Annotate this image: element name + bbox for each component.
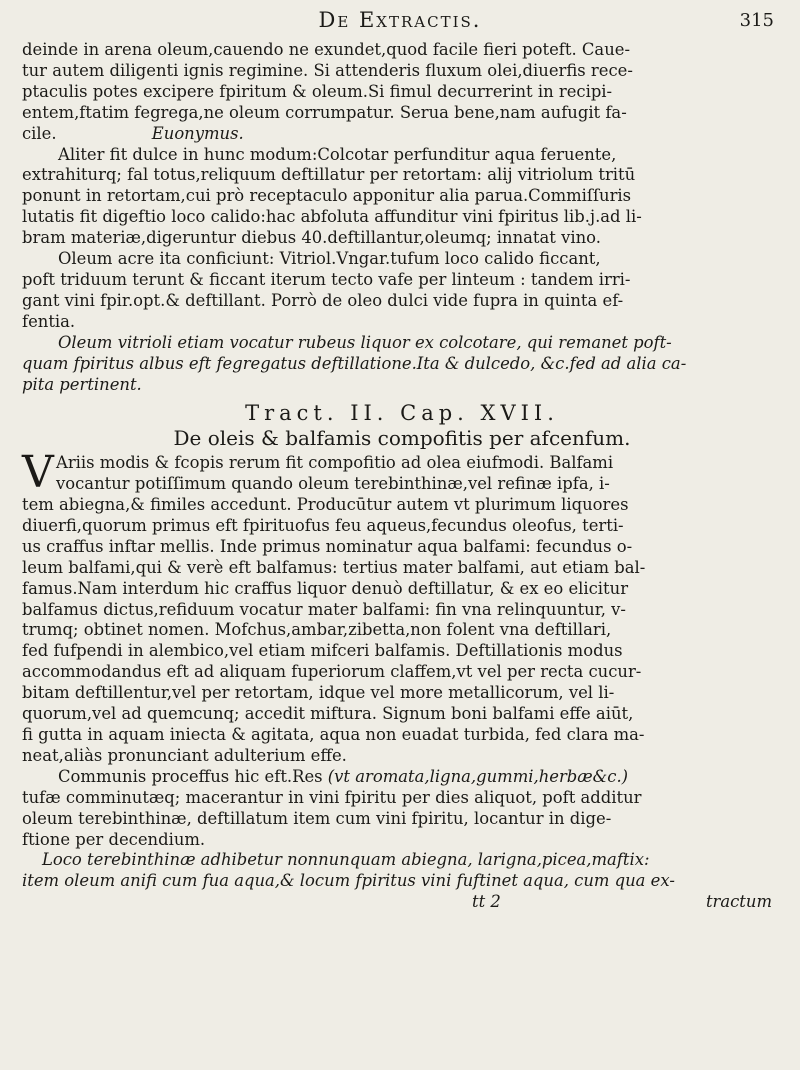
text-segment-italic: (vt aromata,ligna,gummi,herbæ&c.) <box>327 766 629 786</box>
text-line: neat,aliàs pronunciant adulterium effe. <box>22 745 347 765</box>
text-line: entem,ftatim fegrega,ne oleum corrumpatur. Serua bene,nam aufugit fa- <box>22 102 627 122</box>
signature-mark: tt 2 <box>472 892 501 912</box>
text-line: balfamus dictus,refiduum vocatur mater balfami: fin vna relinquuntur, v- <box>22 599 626 619</box>
text-line: fed fufpendi in alembico,vel etiam mifceri balfamis. Deftillationis modus <box>22 641 623 661</box>
text-line: bitam deftillentur,vel per retortam, idque vel more metallicorum, vel li- <box>22 683 615 703</box>
text-line: diuerfi,quorum primus eft fpirituofus feu aqueus,fecundus oleofus, terti- <box>22 515 624 535</box>
text-line: leum balfami,qui & verè eft balfamus: tertius mater balfami, aut etiam bal- <box>22 557 646 577</box>
drop-capital: V <box>22 447 54 499</box>
paragraph-4 <box>22 333 782 396</box>
paragraph-1 <box>22 40 782 145</box>
text-line: famus.Nam interdum hic craffus liquor denuò deftillatur, & ex eo elicitur <box>22 578 629 598</box>
text-line: Aliter fit dulce in hunc modum:Colcotar perfunditur aqua feruente, <box>58 144 617 164</box>
marginal-heading-euonymus: Euonymus. <box>151 123 244 143</box>
text-line: ponunt in retortam,cui prò receptaculo apponitur alia parua.Commiſſuris <box>22 186 632 206</box>
text-line: pita pertinent. <box>22 374 142 394</box>
text-line: accommodandus eft ad aliquam fuperiorum claffem,vt vel per recta cucur- <box>22 662 642 682</box>
paragraph-3 <box>22 249 782 333</box>
text-line: quorum,vel ad quemcunq; accedit miftura. Signum boni balfami effe aiūt, <box>22 704 634 724</box>
page-number: 315 <box>739 10 774 31</box>
text-line: Loco terebinthinæ adhibetur nonnunquam abiegna, larigna,picea,maftix: <box>42 850 650 870</box>
text-line: tem abiegna,& fimiles accedunt. Producūtur autem vt plurimum liquores <box>22 495 629 515</box>
text-line: Ariis modis & fcopis rerum fit compofitio ad olea eiufmodi. Balfami <box>56 453 614 473</box>
text-line: fentia. <box>22 311 76 331</box>
running-title: De Extractis. <box>318 8 482 32</box>
section-heading: Tract. II. Cap. XVII. <box>245 401 559 426</box>
text-line: cile. <box>22 123 57 143</box>
paragraph-2 <box>22 145 782 250</box>
text-line: poft triduum terunt & ficcant iterum tecto vafe per linteum : tandem irri- <box>22 269 631 289</box>
text-line: us craffus inftar mellis. Inde primus nominatur aqua balfami: fecundus o- <box>22 536 633 556</box>
body-text <box>22 40 782 914</box>
text-line: quam fpiritus albus eft fegregatus deftillatione.Ita & dulcedo, &c.fed ad alia ca- <box>22 353 687 373</box>
paragraph-5 <box>22 447 782 767</box>
text-line: item oleum anifi cum fua aqua,& locum fpiritus vini fuftinet aqua, cum qua ex- <box>22 871 675 891</box>
paragraph-7 <box>22 850 782 892</box>
text-line: deinde in arena oleum,cauendo ne exundet,quod facile fieri poteft. Caue- <box>22 40 630 59</box>
catchword: tractum <box>705 892 772 912</box>
text-line: Oleum acre ita conficiunt: Vitriol.Vngar.tufum loco calido ficcant, <box>58 249 601 269</box>
paragraph-6 <box>22 767 782 851</box>
text-line: oleum terebinthinæ, deftillatum item cum vini fpiritu, locantur in dige- <box>22 808 612 828</box>
page-footer <box>22 892 782 914</box>
text-line: ptaculis potes excipere fpiritum & oleum.Si fimul decurrerint in recipi- <box>22 81 613 101</box>
text-segment: Communis proceffus hic eft.Res <box>58 766 328 786</box>
text-line: vocantur potiſſimum quando oleum terebinthinæ,vel refinæ ipfa, i- <box>56 474 610 494</box>
text-line: Oleum vitrioli etiam vocatur rubeus liquor ex colcotare, qui remanet poft- <box>58 332 672 352</box>
text-line: extrahiturq; fal totus,reliquum deftillatur per retortam: alij vitriolum tritū <box>22 165 636 185</box>
text-line: trumq; obtinet nomen. Mofchus,ambar,zibetta,non folent vna deftillari, <box>22 620 612 640</box>
text-line: gant vini fpir.opt.& deftillant. Porrò de oleo dulci vide fupra in quinta ef- <box>22 290 624 310</box>
text-line: fi gutta in aquam iniecta & agitata, aqua non euadat turbida, fed clara ma- <box>22 725 645 744</box>
text-line: lutatis fit digeftio loco calido:hac abfoluta affunditur vini fpiritus lib.j.ad li- <box>22 207 642 227</box>
text-line: tufæ comminutæq; macerantur in vini fpiritu per dies aliquot, poft additur <box>22 787 642 807</box>
chapter-title: De oleis & balfamis compofitis per afcenfum. <box>173 426 631 451</box>
text-line: tur autem diligenti ignis regimine. Si attenderis fluxum olei,diuerfis rece- <box>22 60 633 80</box>
text-line: bram materiæ,digeruntur diebus 40.deftillantur,oleumq; innatat vino. <box>22 228 601 248</box>
text-line: ftione per decendium. <box>22 829 206 849</box>
